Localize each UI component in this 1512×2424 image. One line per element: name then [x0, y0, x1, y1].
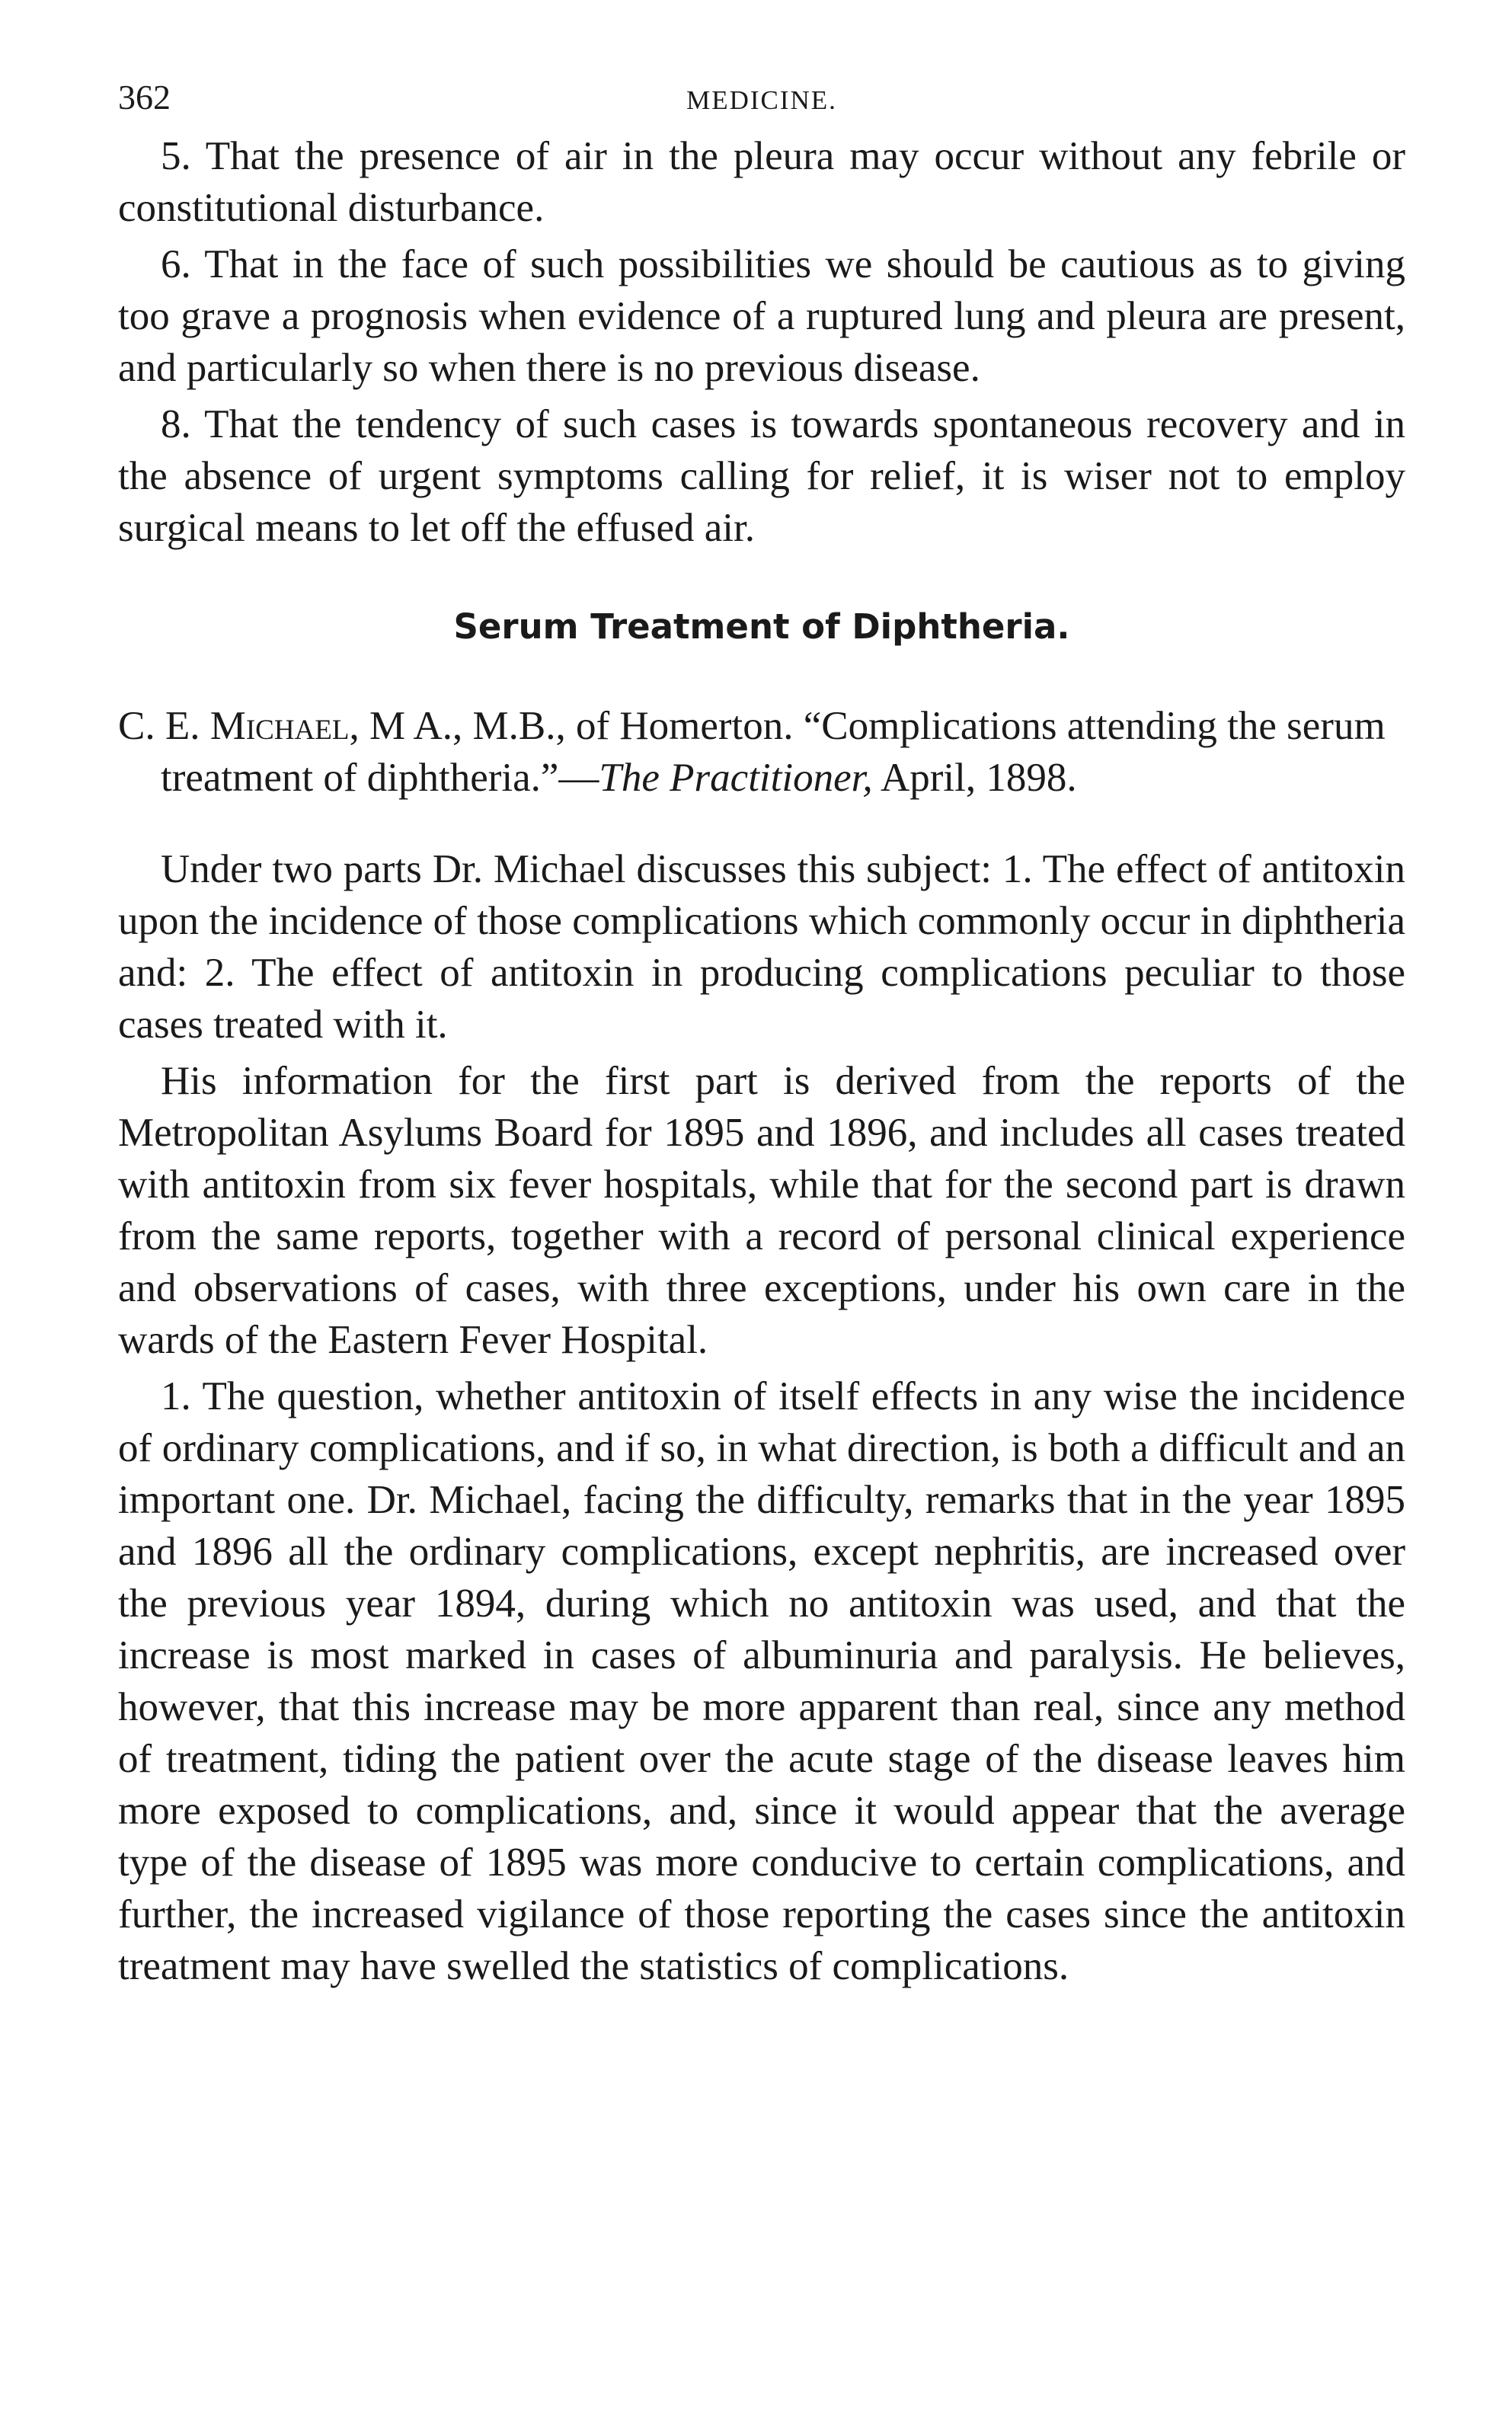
page-content [118, 80, 1405, 1992]
running-header [118, 80, 1405, 130]
paragraph-two-parts: Under two parts Dr. Michael discusses this subject: 1. The effect of antitoxin upon the incidence of those complications which commonly occur in diphtheria and: 2. The effect of antitoxin in producing complications peculiar to those cases treated with it. [118, 847, 1405, 1047]
conclusion-5: 5. That the presence of air in the pleura may occur without any febrile or constitutional disturbance. [118, 134, 1405, 230]
page-number: 362 [118, 78, 171, 117]
conclusion-6: 6. That in the face of such possibilities we should be cautious as to giving too grave a prognosis when evidence of a ruptured lung and pleura are present, and particularly so when there is no previous disease. [118, 242, 1405, 390]
citation-title: “Complications attending the serum treatment of diphtheria.”— [161, 704, 1386, 800]
running-title: MEDICINE. [686, 85, 837, 115]
paragraph-information-sources: His information for the first part is derived from the reports of the Metropolitan Asylums Board for 1895 and 1896, and includes all cases treated with antitoxin from six fever hospitals, while that for the second part is drawn from the same reports, together with a record of personal clinical experience and observations of cases, with three exceptions, under his own care in the wards of the Eastern Fever Hospital. [118, 1059, 1405, 1362]
paragraph-incidence-question: 1. The question, whether antitoxin of itself effects in any wise the incidence of ordinary complications, and if so, in what direction, is both a difficult and an important one. Dr. Michael, facing the difficulty, remarks that in the year 1895 and 1896 all the ordinary complications, except nephritis, are increased over the previous year 1894, during which no antitoxin was used, and that the increase is most marked in cases of albuminuria and paralysis. He believes, however, that this increase may be more apparent than real, since any method of treatment, tiding the patient over the acute stage of the disease leaves him more exposed to complications, and, since it would appear that the average type of the disease of 1895 was more conducive to certain complications, and further, the increased vigilance of those reporting the cases since the antitoxin treatment may have swelled the statistics of complications. [118, 1374, 1405, 1988]
citation-date: April, 1898. [880, 756, 1077, 800]
citation [118, 700, 1405, 804]
citation-author: C. E. Michael, M A., M.B., [118, 704, 566, 748]
section-heading: Serum Treatment of Diphtheria. [453, 606, 1070, 647]
citation-place: of Homerton. [575, 704, 794, 748]
conclusion-8: 8. That the tendency of such cases is towards spontaneous recovery and in the absence of urgent symptoms calling for relief, it is wiser not to employ surgical means to let off the effused air. [118, 402, 1405, 550]
citation-journal: The Practitioner, [599, 756, 873, 800]
